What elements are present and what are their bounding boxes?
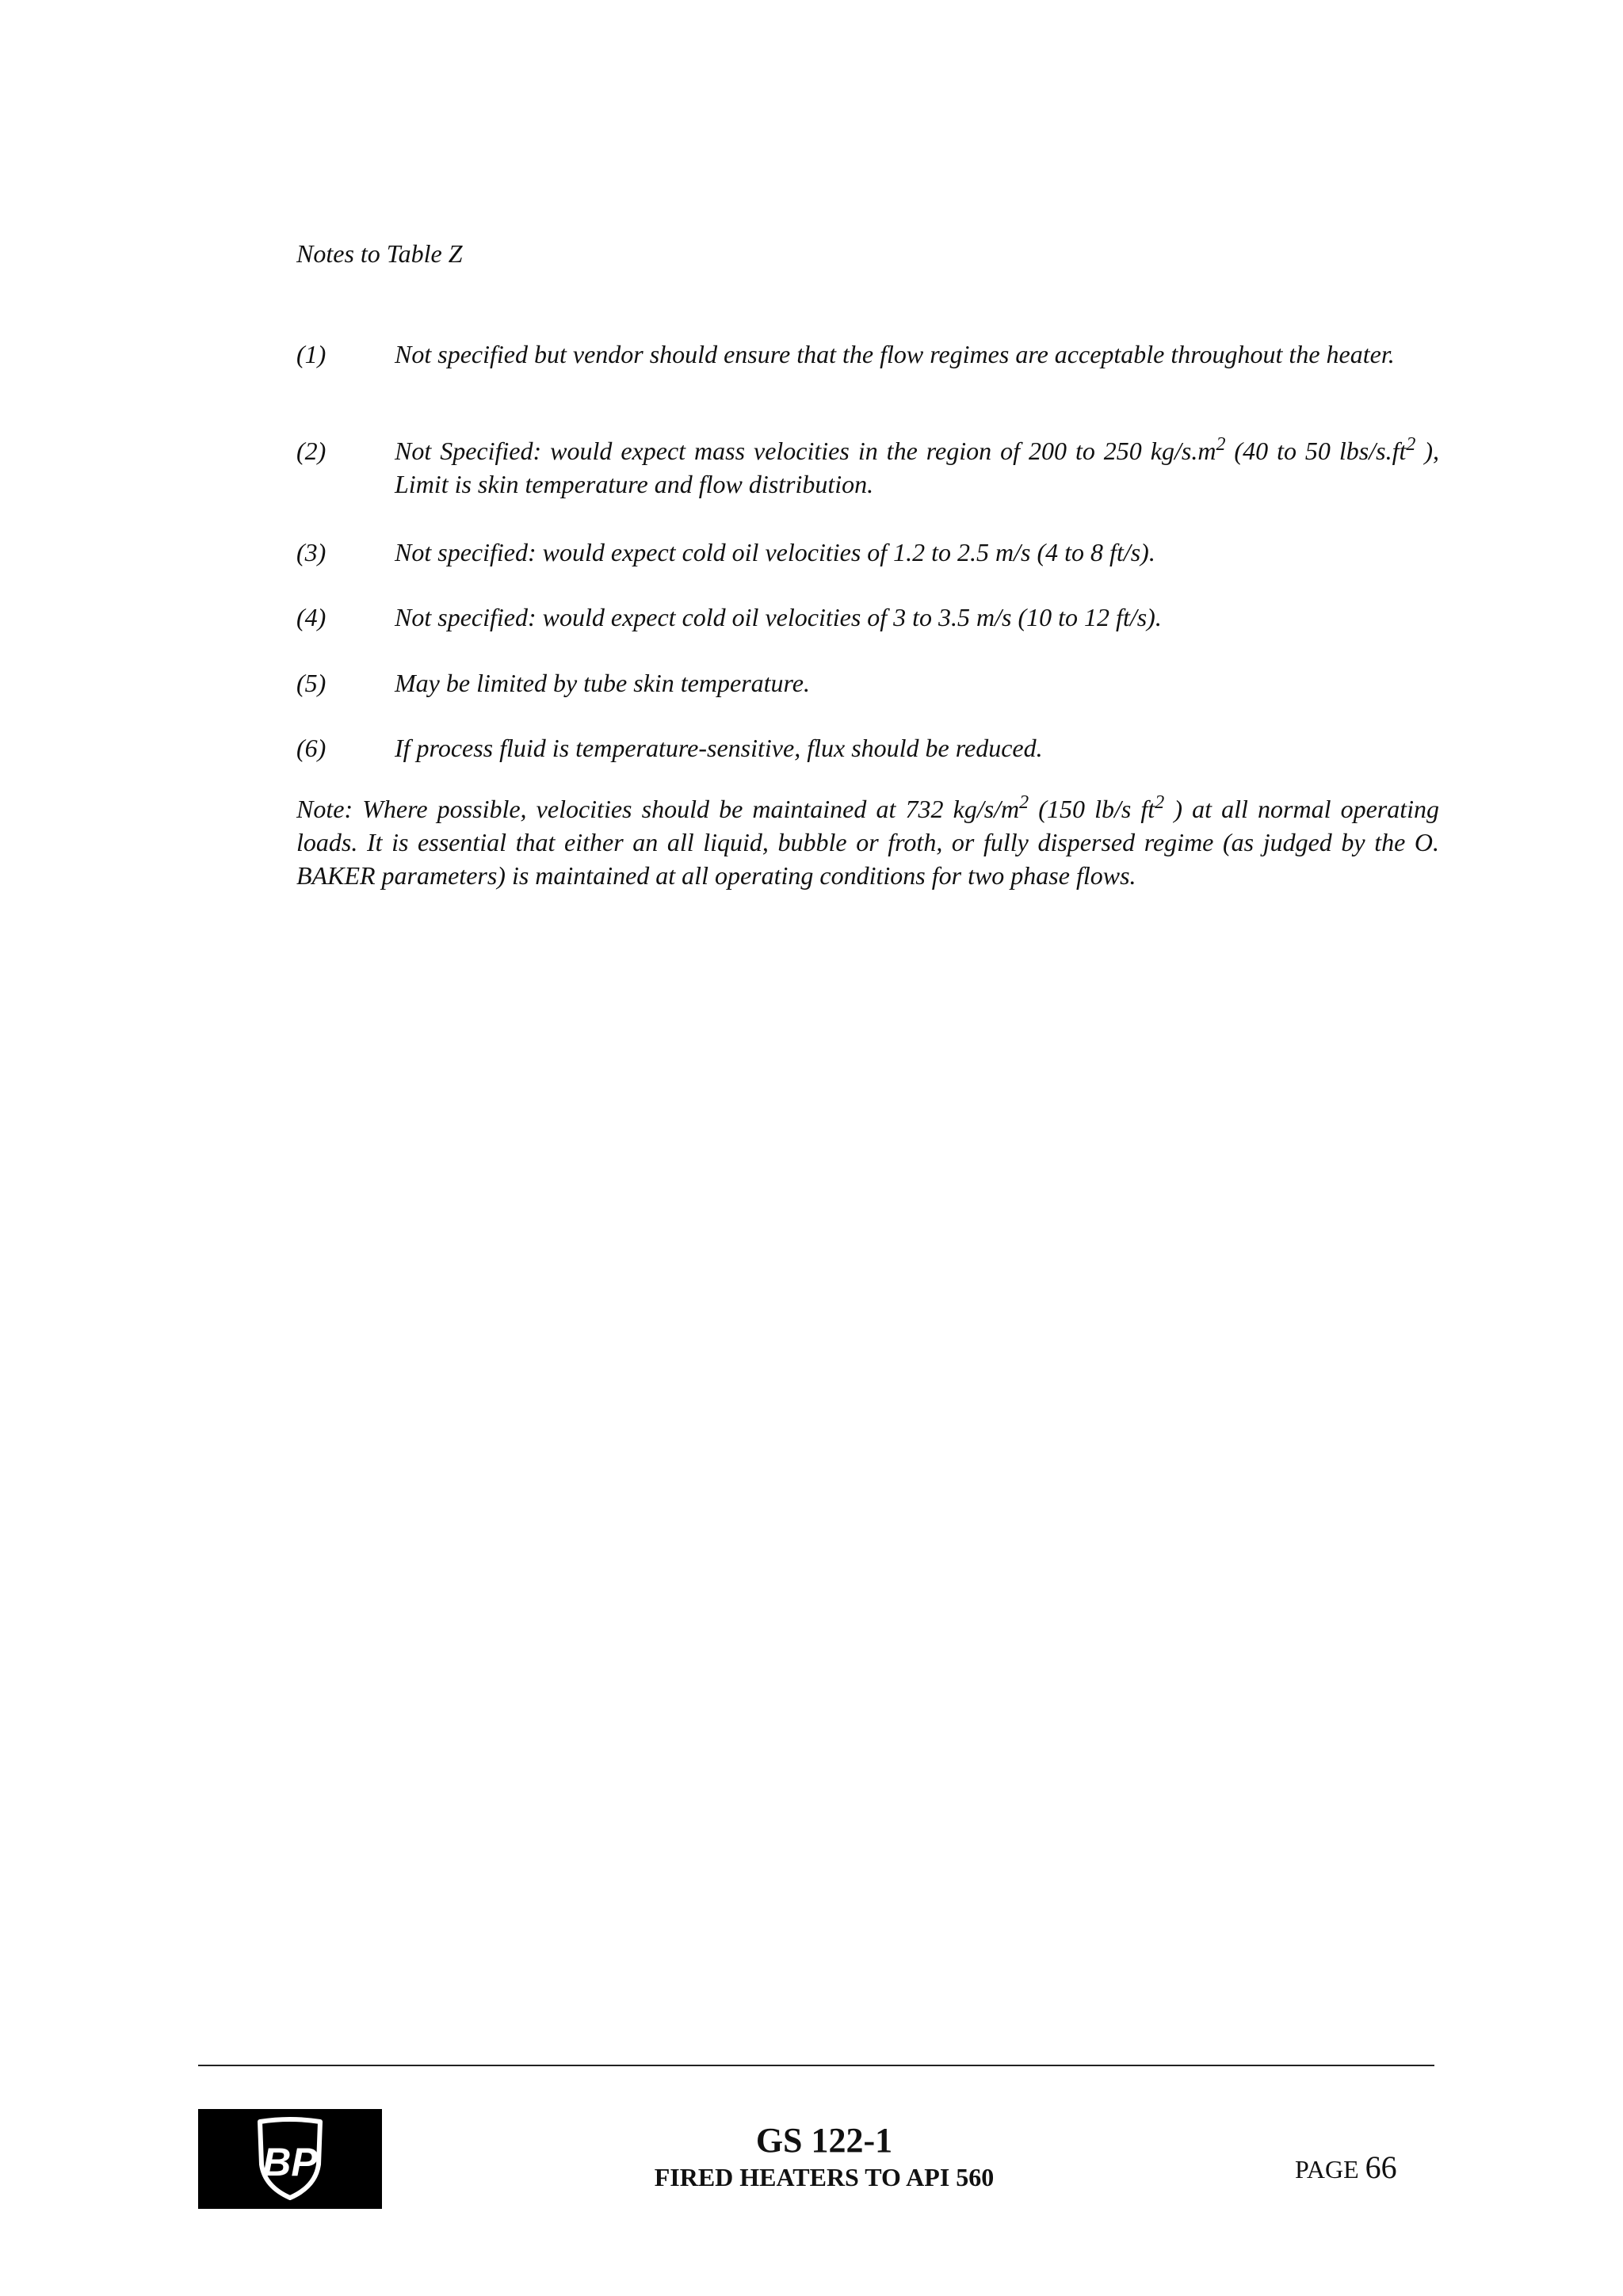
final-note-part: Note: Where possible, velocities should be maintained at 732 kg/s/m: [296, 795, 1020, 823]
note-number: (1): [296, 340, 327, 368]
note-number: (2): [296, 437, 327, 465]
note-text: If process fluid is temperature-sensitive, flux should be reduced.: [395, 734, 1043, 762]
note-item-3: [296, 536, 1439, 569]
page-number: [1295, 2150, 1397, 2187]
note-text: Not specified but vendor should ensure that the flow regimes are acceptable throughout the heater.: [395, 340, 1395, 368]
notes-heading: Notes to Table Z: [296, 239, 463, 268]
note-text: [395, 434, 1439, 501]
note-number: (3): [296, 538, 327, 566]
note-text: Not specified: would expect cold oil velocities of 3 to 3.5 m/s (10 to 12 ft/s).: [395, 603, 1162, 631]
superscript: 2: [1406, 434, 1416, 455]
document-title: FIRED HEATERS TO API 560: [654, 2163, 995, 2191]
final-note: [296, 792, 1439, 892]
superscript: 2: [1216, 434, 1226, 455]
final-note-part: (150 lb/s ft: [1029, 795, 1155, 823]
note-number: (6): [296, 734, 327, 762]
footer-document-info: [571, 2120, 1078, 2193]
superscript: 2: [1019, 792, 1029, 813]
note-text-part: Not Specified: would expect mass velocities in the region of 200 to 250 kg/s.m: [395, 437, 1216, 465]
note-item-4: [296, 601, 1439, 634]
note-text-part: ), Limit is skin temperature and flow distribution.: [395, 437, 1440, 498]
note-item-6: [296, 731, 1439, 765]
note-number: (4): [296, 603, 327, 631]
note-text: May be limited by tube skin temperature.: [395, 669, 810, 697]
footer-divider: [198, 2065, 1434, 2066]
logo-text: BP: [262, 2140, 318, 2184]
bp-logo: [198, 2109, 382, 2209]
bp-shield-icon: [198, 2109, 382, 2209]
document-code: GS 122-1: [755, 2121, 893, 2160]
note-text-part: (40 to 50 lbs/s.ft: [1225, 437, 1407, 465]
final-note-part: ) at all normal operating loads. It is essential that either an all liquid, bubble or froth, or fully dispersed regime (as judged by the O. BAKER parameters) is maintained at all operating conditions for two phase flows.: [296, 795, 1440, 890]
note-item-2: [296, 434, 1439, 501]
superscript: 2: [1155, 792, 1165, 813]
note-item-5: [296, 666, 1439, 700]
note-item-1: [296, 338, 1439, 371]
page-number-value: 66: [1365, 2149, 1397, 2185]
note-number: (5): [296, 669, 327, 697]
page-label: PAGE: [1295, 2155, 1359, 2183]
note-text: Not specified: would expect cold oil velocities of 1.2 to 2.5 m/s (4 to 8 ft/s).: [395, 538, 1155, 566]
